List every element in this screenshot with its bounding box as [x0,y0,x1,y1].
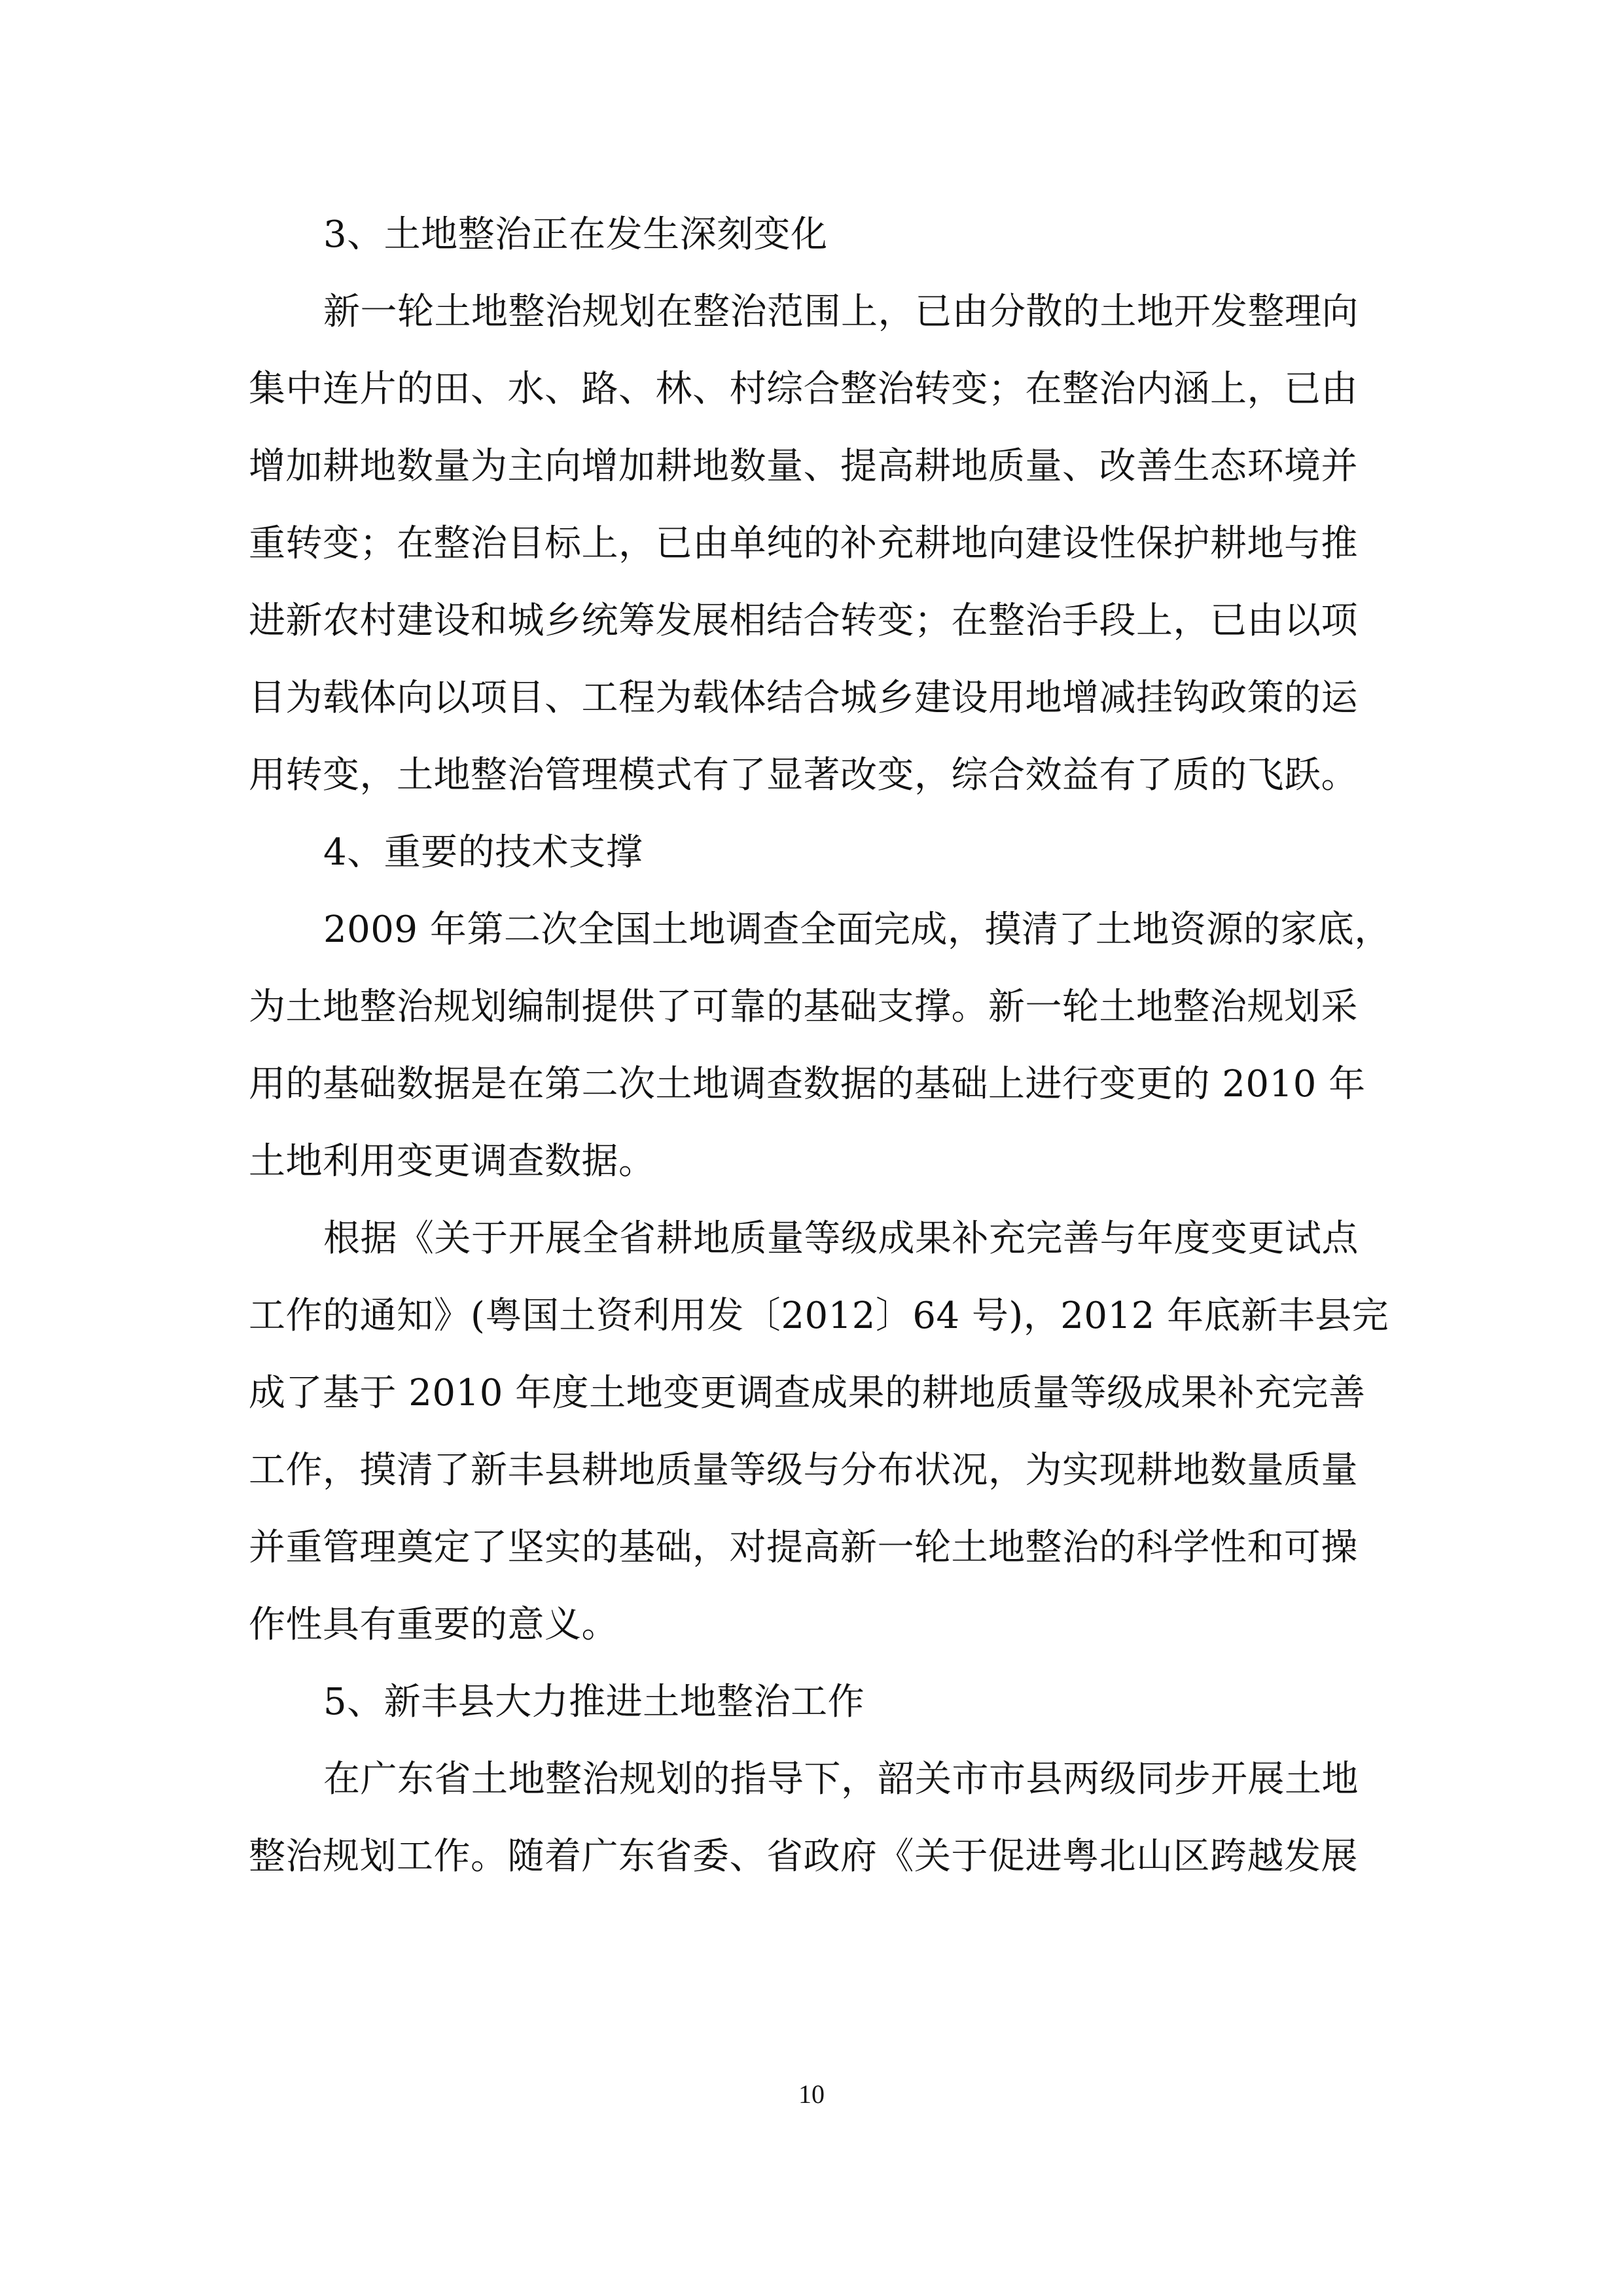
paragraph-line: 目为载体向以项目、工程为载体结合城乡建设用地增减挂钩政策的运 [249,677,1358,719]
paragraph-line: 工作，摸清了新丰县耕地质量等级与分布状况，为实现耕地数量质量 [249,1449,1358,1492]
section-heading: 4、重要的技术支撑 [323,831,643,874]
paragraph [249,1741,1381,1895]
paragraph-line: 作性具有重要的意义。 [249,1604,618,1646]
paragraph-line: 进新农村建设和城乡统筹发展相结合转变；在整治手段上，已由以项 [249,600,1358,642]
paragraph-line: 工作的通知》(粤国土资利用发〔2012〕64 号)，2012 年底新丰县完 [249,1295,1389,1337]
paragraph-line: 并重管理奠定了坚实的基础，对提高新一轮土地整治的科学性和可操 [249,1526,1358,1569]
page-number: 10 [798,2079,825,2109]
paragraph [249,274,1381,814]
section-heading: 3、土地整治正在发生深刻变化 [323,213,828,256]
paragraph-line: 在广东省土地整治规划的指导下，韶关市市县两级同步开展土地 [323,1758,1359,1801]
paragraph-line: 根据《关于开展全省耕地质量等级成果补充完善与年度变更试点 [323,1217,1359,1260]
paragraph-line: 增加耕地数量为主向增加耕地数量、提高耕地质量、改善生态环境并 [249,445,1358,488]
paragraph-line: 为土地整治规划编制提供了可靠的基础支撑。新一轮土地整治规划采 [249,986,1358,1028]
paragraph-line: 新一轮土地整治规划在整治范围上，已由分散的土地开发整理向 [323,291,1359,333]
paragraph-line: 重转变；在整治目标上，已由单纯的补充耕地向建设性保护耕地与推 [249,522,1358,565]
section-heading: 5、新丰县大力推进土地整治工作 [323,1681,865,1723]
paragraph-line: 土地利用变更调查数据。 [249,1140,656,1183]
paragraph-line: 用的基础数据是在第二次土地调查数据的基础上进行变更的 2010 年 [249,1063,1366,1105]
paragraph-line: 用转变，土地整治管理模式有了显著改变，综合效益有了质的飞跃。 [249,754,1358,797]
paragraph-line: 2009 年第二次全国土地调查全面完成，摸清了土地资源的家底， [323,908,1391,951]
paragraph [249,1200,1389,1664]
paragraph-line: 整治规划工作。随着广东省委、省政府《关于促进粤北山区跨越发展 [249,1835,1358,1878]
paragraph [249,891,1391,1200]
page-body [249,196,1391,1895]
paragraph-line: 成了基于 2010 年度土地变更调查成果的耕地质量等级成果补充完善 [249,1372,1366,1414]
paragraph-line: 集中连片的田、水、路、林、村综合整治转变；在整治内涵上，已由 [249,368,1358,410]
